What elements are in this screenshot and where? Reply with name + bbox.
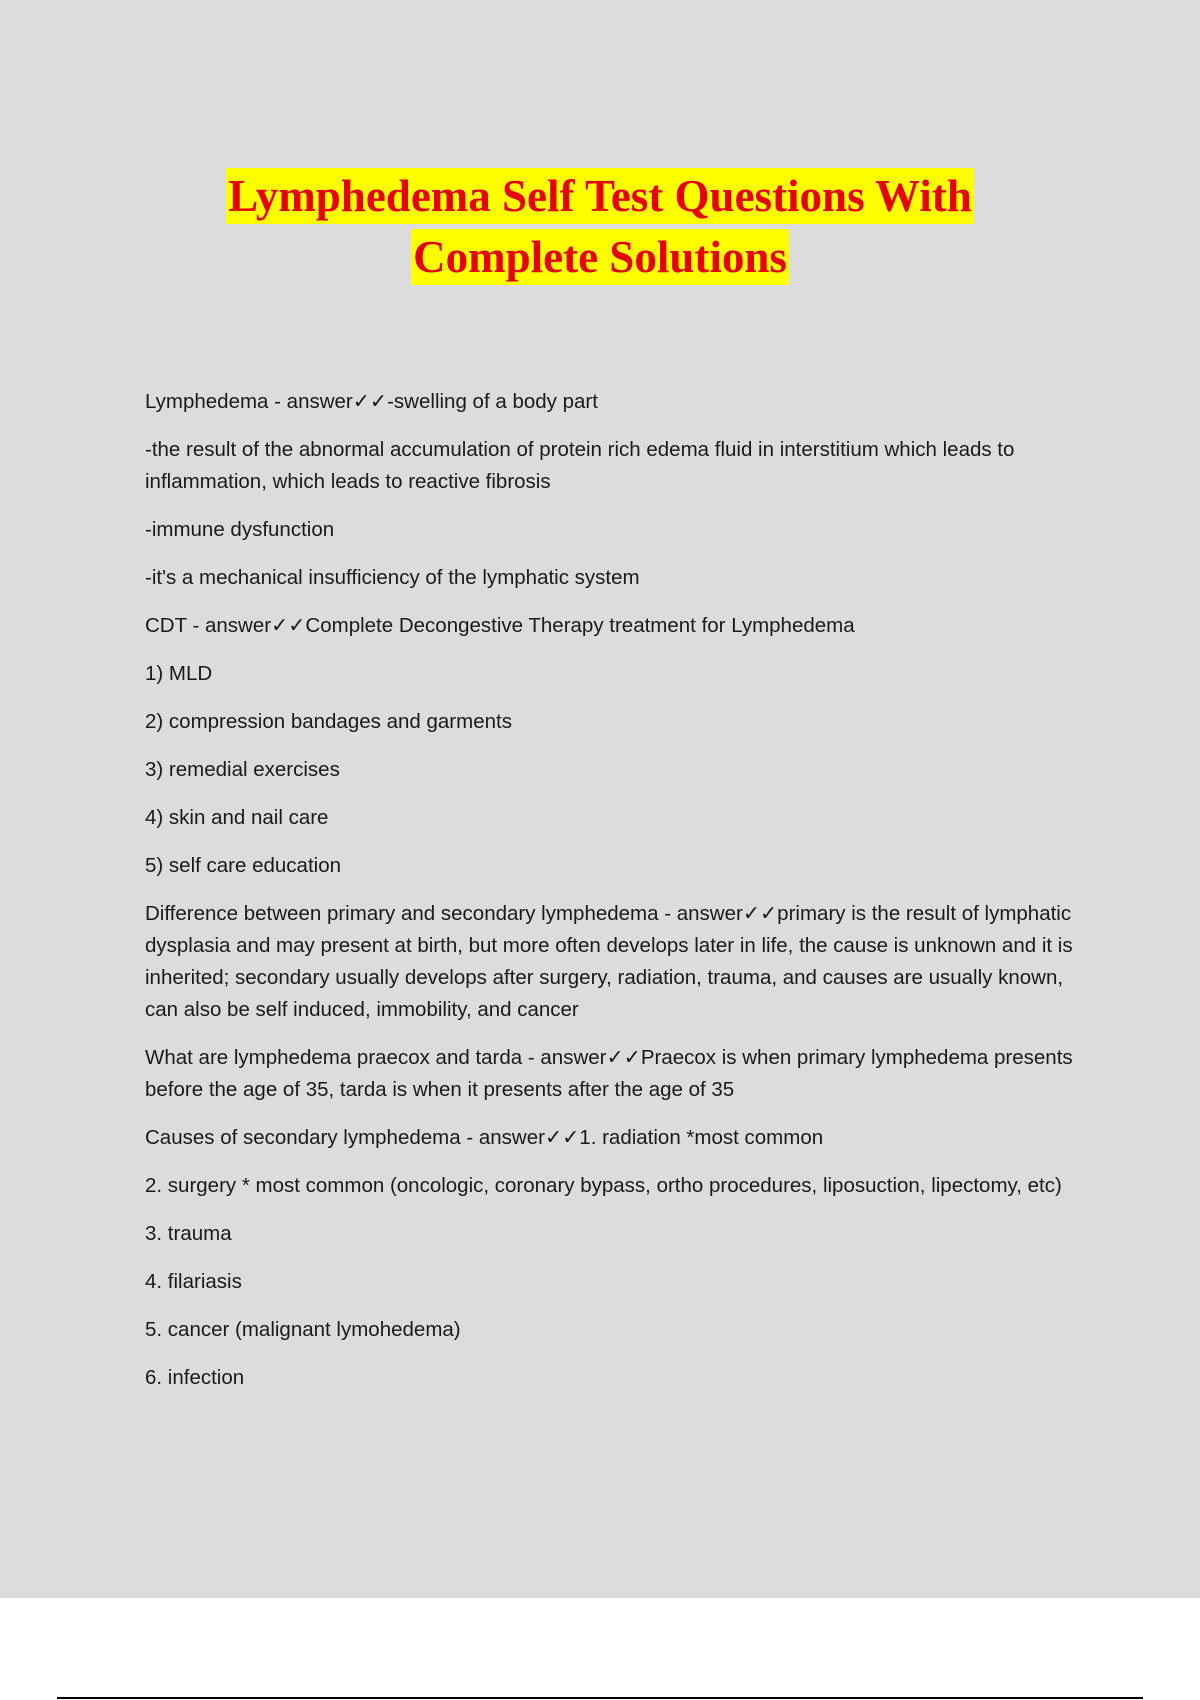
list-item: 3. trauma	[145, 1222, 232, 1245]
paragraph-secondary-causes: Causes of secondary lymphedema - answer✓✓1. radiation *most common	[145, 1126, 824, 1149]
document-title	[0, 168, 1200, 290]
paragraph: -immune dysfunction	[145, 518, 335, 541]
paragraph-lymphedema-definition: Lymphedema - answer✓✓-swelling of a body part	[145, 390, 598, 413]
list-item: 6. infection	[145, 1366, 245, 1389]
paragraph: -it's a mechanical insufficiency of the lymphatic system	[145, 566, 640, 589]
list-item: 4) skin and nail care	[145, 806, 329, 829]
list-item: 5) self care education	[145, 854, 342, 877]
paragraph-cdt-definition: CDT - answer✓✓Complete Decongestive Therapy treatment for Lymphedema	[145, 614, 855, 637]
list-item: 4. filariasis	[145, 1270, 242, 1293]
list-item: 2) compression bandages and garments	[145, 710, 512, 733]
title-line-1: Lymphedema Self Test Questions With	[226, 168, 974, 224]
list-item: 1) MLD	[145, 662, 213, 685]
paragraph-primary-vs-secondary: Difference between primary and secondary lymphedema - answer✓✓primary is the result of lymphatic dysplasia and may present at birth, but more often develops later in life, the cause is unknown and it is inherited; secondary usually develops after surgery, radiation, trauma, and causes are usually known, can also be self induced, immobility, and cancer	[145, 902, 1073, 1021]
paragraph: -the result of the abnormal accumulation of protein rich edema fluid in interstitium which leads to inflammation, which leads to reactive fibrosis	[145, 438, 1015, 493]
list-item: 3) remedial exercises	[145, 758, 340, 781]
document-body	[145, 386, 1090, 1410]
footer-divider	[57, 1697, 1143, 1699]
title-line-2: Complete Solutions	[411, 229, 789, 285]
paragraph-praecox-tarda: What are lymphedema praecox and tarda - answer✓✓Praecox is when primary lymphedema presents before the age of 35, tarda is when it presents after the age of 35	[145, 1046, 1073, 1101]
list-item: 2. surgery * most common (oncologic, coronary bypass, ortho procedures, liposuction, lipectomy, etc)	[145, 1174, 1062, 1197]
list-item: 5. cancer (malignant lymohedema)	[145, 1318, 461, 1341]
